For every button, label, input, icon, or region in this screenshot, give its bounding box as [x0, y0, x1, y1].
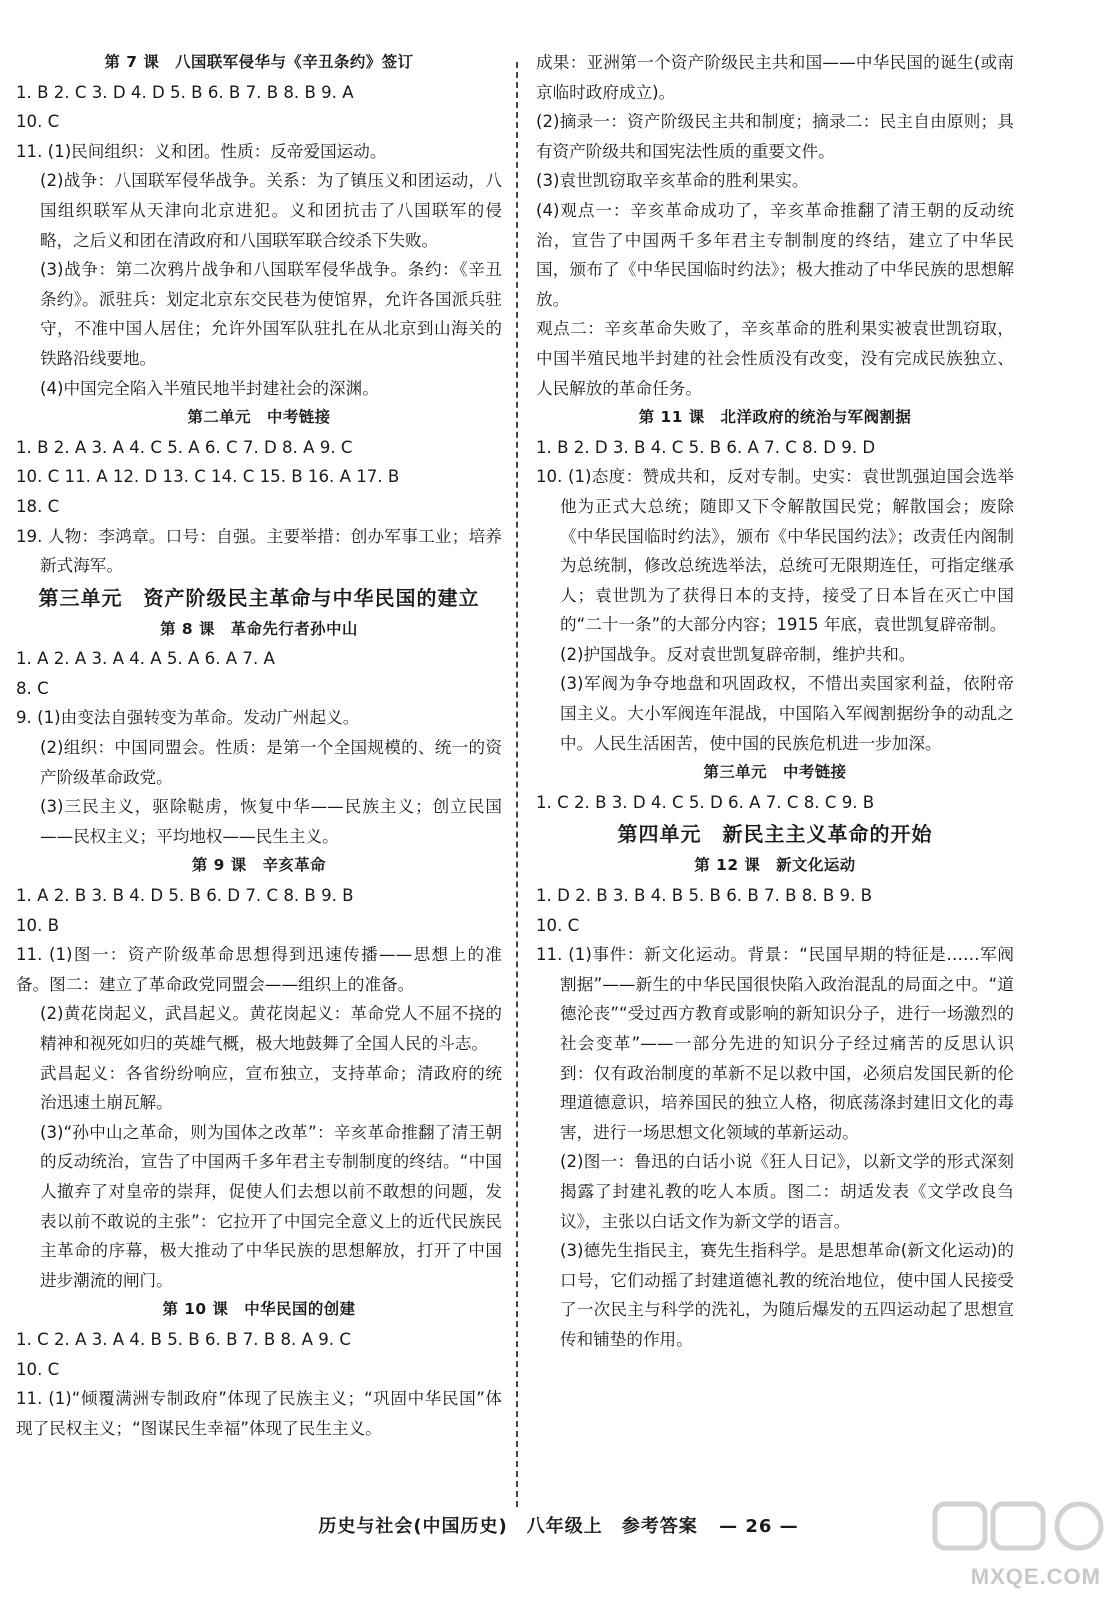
unit-2-link-title: 第二单元 中考链接 [187, 408, 331, 427]
lesson-9-q11-d: (3)“孙中山之革命，则为国体之改革”：辛亥革命推翻了清王朝的反动统治，宣告了中国两千多年君主专制制度的终结。“中国人撤弃了对皇帝的崇拜，促使人们去想以前不敢想的问题，发表以前不敢说的主张”：它拉开了中国完全意义上的近代民族民主革命的序幕，极大推动了中华民族的思想解放，打开了中国进步潮流的闸门。 [40, 1122, 502, 1290]
lesson-8-q9-b: (2)组织：中国同盟会。性质：是第一个全国规模的、统一的资产阶级革命政党。 [40, 738, 502, 787]
lesson-11-title: 第 11 课 北洋政府的统治与军阀割据 [638, 408, 912, 427]
lesson-7-answers-2: 10. C [16, 112, 60, 132]
lesson-12-title: 第 12 课 新文化运动 [694, 856, 856, 875]
lesson-7-q11-a: 11. (1)民间组织：义和团。性质：反帝爱国运动。 [16, 141, 387, 161]
lesson-12-answers-1: 1. D 2. B 3. B 4. B 5. B 6. B 7. B 8. B 9. B [536, 886, 873, 906]
watermark-site: MXQE.COM [970, 1564, 1101, 1589]
lesson-11-answers-1: 1. B 2. D 3. B 4. C 5. B 6. A 7. C 8. D 9. D [536, 437, 876, 457]
unit-2-answers-2: 10. C 11. A 12. D 13. C 14. C 15. B 16. A 17. B [16, 467, 400, 487]
unit-2-answers-3: 18. C [16, 496, 60, 516]
lesson-12-answers-2: 10. C [536, 915, 580, 935]
lesson-10-answers-2: 10. C [16, 1359, 60, 1379]
unit-2-q19: 19. 人物：李鸿章。口号：自强。主要举措：创办军事工业；培养新式海军。 [16, 526, 502, 576]
unit-2-answers-1: 1. B 2. A 3. A 4. C 5. A 6. C 7. D 8. A 9. C [16, 437, 353, 457]
lesson-9-q11-c: 武昌起义：各省纷纷响应，宣布独立，支持革命；清政府的统治迅速土崩瓦解。 [40, 1063, 502, 1113]
lesson-9-q11-b: (2)黄花岗起义，武昌起义。黄花岗起义：革命党人不屈不挠的精神和视死如归的英雄气概，极大地鼓舞了全国人民的斗志。 [40, 1004, 502, 1053]
lesson-10-q11-c: (3)袁世凯窃取辛亥革命的胜利果实。 [536, 171, 809, 191]
lesson-8-answers-1: 1. A 2. A 3. A 4. A 5. A 6. A 7. A [16, 649, 275, 669]
lesson-10-q11-result: 成果：亚洲第一个资产阶级民主共和国——中华民国的诞生(或南京临时政府成立)。 [536, 53, 1014, 102]
watermark-logo-icon [931, 1498, 1109, 1558]
lesson-10-q11-a: 11. (1)“倾覆满洲专制政府”体现了民族主义；“巩固中华民国”体现了民权主义；“图谋民生幸福”体现了民生主义。 [16, 1389, 502, 1438]
lesson-9-answers-1: 1. A 2. B 3. B 4. D 5. B 6. D 7. C 8. B 9. B [16, 886, 354, 906]
left-column [16, 48, 502, 1443]
lesson-7-q11-c: (3)战争：第二次鸦片战争和八国联军侵华战争。条约：《辛丑条约》。派驻兵：划定北京东交民巷为使馆界，允许各国派兵驻守，不准中国人居住；允许外国军队驻扎在从北京到山海关的铁路沿线要地。 [40, 260, 502, 368]
lesson-9-q11-a: 11. (1)图一：资产阶级革命思想得到迅速传播——思想上的准备。图二：建立了革命政党同盟会——组织上的准备。 [16, 945, 502, 994]
unit-3-heading: 第三单元 资产阶级民主革命与中华民国的建立 [38, 585, 480, 610]
unit-3-answers-1: 1. C 2. B 3. D 4. C 5. D 6. A 7. C 8. C 9. B [536, 792, 875, 812]
lesson-9-title: 第 9 课 辛亥革命 [191, 856, 327, 875]
column-divider [516, 62, 518, 1507]
footer-subject: 历史与社会(中国历史) 八年级上 参考答案 [318, 1516, 698, 1537]
lesson-10-answers-1: 1. C 2. A 3. A 4. B 5. B 6. B 7. B 8. A 9. C [16, 1329, 351, 1349]
lesson-10-q11-e: 观点二：辛亥革命失败了，辛亥革命的胜利果实被袁世凯窃取，中国半殖民地半封建的社会性质没有改变，没有完成民族独立、人民解放的革命任务。 [536, 319, 1014, 398]
lesson-8-answers-2: 8. C [16, 678, 49, 698]
page-number: — 26 — [719, 1516, 799, 1537]
unit-4-heading: 第四单元 新民主主义革命的开始 [617, 822, 933, 847]
lesson-11-q10-c: (3)军阀为争夺地盘和巩固政权，不惜出卖国家利益，依附帝国主义。大小军阀连年混战，中国陷入军阀割据纷争的动乱之中。人民生活困苦，使中国的民族危机进一步加深。 [560, 674, 1014, 753]
lesson-11-q10-a: 10. (1)态度：赞成共和，反对专制。史实：袁世凯强迫国会选举他为正式大总统；随即又下令解散国民党；解散国会；废除《中华民国临时约法》，颁布《中华民国约法》；改责任内阁制为总统制，修改总统选举法，总统可无限期连任，可指定继承人；袁世凯为了获得日本的支持，接受了日本旨在灭亡中国的“二十一条”的大部分内容；1915 年底，袁世凯复辟帝制。 [536, 467, 1014, 635]
lesson-11-q10-b: (2)护国战争。反对袁世凯复辟帝制，维护共和。 [560, 644, 916, 664]
lesson-8-q9-a: 9. (1)由变法自强转变为革命。发动广州起义。 [16, 708, 360, 728]
lesson-8-title: 第 8 课 革命先行者孙中山 [160, 619, 358, 638]
lesson-7-q11-b: (2)战争：八国联军侵华战争。关系：为了镇压义和团运动，八国组织联军从天津向北京进犯。义和团抗击了八国联军的侵略，之后义和团在清政府和八国联军联合绞杀下失败。 [40, 171, 502, 250]
lesson-7-q11-d: (4)中国完全陷入半殖民地半封建社会的深渊。 [40, 378, 379, 398]
lesson-12-q11-c: (3)德先生指民主，赛先生指科学。是思想革命(新文化运动)的口号，它们动摇了封建道德礼教的统治地位，使中国人民接受了一次民主与科学的洗礼，为随后爆发的五四运动起了思想宣传和铺垫的作用。 [560, 1241, 1014, 1349]
lesson-12-q11-b: (2)图一：鲁迅的白话小说《狂人日记》，以新文学的形式深刻揭露了封建礼教的吃人本质。图二：胡适发表《文学改良刍议》，主张以白话文作为新文学的语言。 [560, 1152, 1014, 1231]
lesson-7-answers-1: 1. B 2. C 3. D 4. D 5. B 6. B 7. B 8. B 9. A [16, 82, 354, 102]
lesson-10-q11-d: (4)观点一：辛亥革命成功了，辛亥革命推翻了清王朝的反动统治，宣告了中国两千多年君主专制制度的终结，建立了中华民国，颁布了《中华民国临时约法》；极大推动了中华民族的思想解放。 [536, 200, 1014, 309]
lesson-7-title: 第 7 课 八国联军侵华与《辛丑条约》签订 [104, 53, 414, 71]
lesson-10-title: 第 10 课 中华民国的创建 [162, 1300, 356, 1319]
unit-3-link-title: 第三单元 中考链接 [703, 763, 847, 782]
lesson-10-q11-b: (2)摘录一：资产阶级民主共和制度；摘录二：民主自由原则；具有资产阶级共和国宪法性质的重要文件。 [536, 112, 1014, 161]
lesson-8-q9-c: (3)三民主义，驱除鞑虏，恢复中华——民族主义；创立民国——民权主义；平均地权——民生主义。 [40, 797, 502, 846]
lesson-12-q11-a: 11. (1)事件：新文化运动。背景：“民国早期的特征是……军阀割据”——新生的中华民国很快陷入政治混乱的局面之中。“道德沦丧”“受过西方教育或影响的新知识分子，进行一场激烈的社会变革”——一部分先进的知识分子经过痛苦的反思认识到：仅有政治制度的革新不足以救中国，必须启发国民新的伦理道德意识，培养国民的独立人格，彻底荡涤封建旧文化的毒害，进行一场思想文化领域的革新运动。 [536, 945, 1014, 1142]
right-column [536, 48, 1014, 1355]
lesson-9-answers-2: 10. B [16, 915, 60, 935]
